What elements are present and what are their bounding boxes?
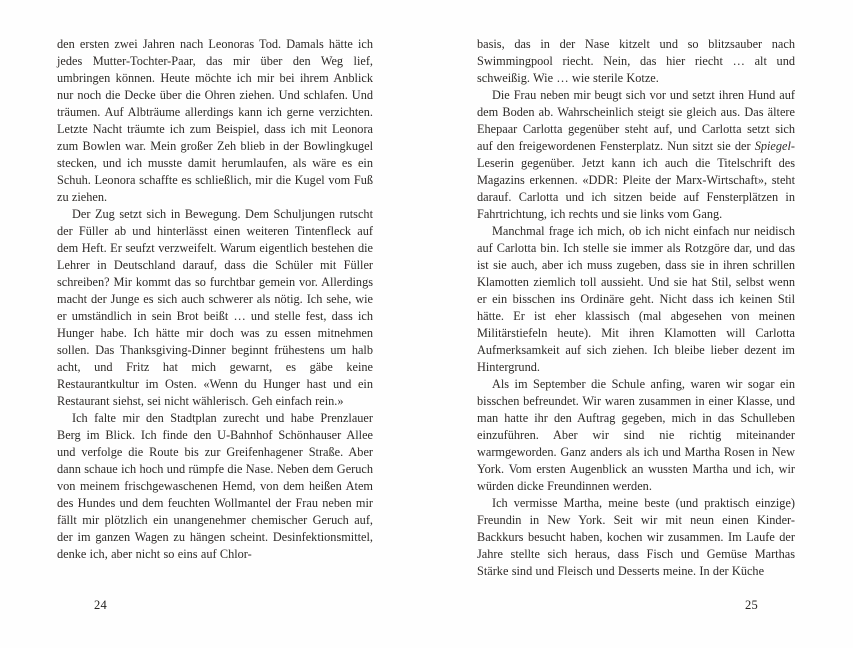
magazine-name-italic: Spiegel — [754, 139, 791, 153]
paragraph-segment: -Leserin gegenüber. Jetzt kann ich auch die Titelschrift des Magazins erkennen. «DDR: Pleite der Marx-Wirtschaft», steht darauf. Carlotta und ich sitzen beide auf Fensterplätzen in Fahrtrichtung, ich rechts und sie links vom Gang. — [477, 139, 795, 221]
page-number-left: 24 — [94, 598, 107, 612]
page-number-right: 25 — [745, 598, 758, 612]
left-page-text — [57, 36, 373, 563]
paragraph: Manchmal frage ich mich, ob ich nicht einfach nur neidisch auf Carlotta bin. Ich stelle sie immer als Rotzgöre dar, und das ist sie auch, aber ich muss zugeben, dass sie in ihren schrillen Klamotten ziemlich toll aussieht. Und sie hat Stil, selbst wenn er ein bisschen ins Ordinäre geht. Nicht dass ich keinen Stil hätte. Er ist eher klassisch (mal abgesehen von meinen Militärstiefeln heute). Mit ihren Klamotten will Carlotta Aufmerksamkeit auf sich ziehen. Ich bleibe lieber dezent im Hintergrund. — [477, 224, 795, 374]
paragraph: Ich falte mir den Stadtplan zurecht und habe Prenzlauer Berg im Blick. Ich finde den U-Bahnhof Schönhauser Allee und verfolge die Route bis zur Greifenhagener Straße. Aber dann schaue ich hoch und rümpfe die Nase. Neben dem Geruch von meinem frischgewaschenen Hemd, von dem heißen Atem des Hundes und dem feuchten Wollmantel der Frau neben mir fällt mir plötzlich ein unangenehmer chemischer Geruch auf, der im ganzen Wagen zu hängen scheint. Desinfektionsmittel, denke ich, aber nicht so eins auf Chlor- — [57, 411, 373, 561]
paragraph: Als im September die Schule anfing, waren wir sogar ein bisschen befreundet. Wir waren zusammen in einer Klasse, und man hatte ihr den Auftrag gegeben, mich in das Schulleben einzuführen. Aber wir sind nie richtig miteinander warmgeworden. Ganz anders als ich und Martha Rosen in New York. Vom ersten Augenblick an wussten Martha und ich, wir würden dicke Freundinnen werden. — [477, 377, 795, 493]
paragraph-continuation: den ersten zwei Jahren nach Leonoras Tod. Damals hätte ich jedes Mutter-Tochter-Paar, das mir über den Weg lief, umbringen können. Heute möchte ich mir bei ihrem Anblick nur noch die Decke über die Ohren ziehen. Und schlafen. Und träumen. Auf Albträume allerdings kann ich gerne verzichten. Letzte Nacht träumte ich zum Beispiel, dass ich mit Leonora zum Bowlen war. Mein großer Zeh blieb in der Bowlingkugel stecken, und ich musste damit herumlaufen, als wäre es ein Schuh. Leonora schaffte es schließlich, mir die Kugel vom Fuß zu ziehen. — [57, 37, 373, 204]
paragraph-segment: Die Frau neben mir beugt sich vor und setzt ihren Hund auf dem Boden ab. Wahrscheinlich steigt sie gleich aus. Das ältere Ehepaar Carlotta gegenüber steht auf, und Carlotta setzt sich auf den freigewordenen Fensterplatz. Nun sitzt sie der — [477, 88, 795, 153]
paragraph: Ich vermisse Martha, meine beste (und praktisch einzige) Freundin in New York. Seit wir mit neun einen Kinder-Backkurs besucht haben, kochen wir zusammen. Im Laufe der Jahre stellte sich heraus, dass Fisch und Gemüse Marthas Stärke sind und Fleisch und Desserts meine. In der Küche — [477, 496, 795, 578]
paragraph-continuation: basis, das in der Nase kitzelt und so blitzsauber nach Swimmingpool riecht. Nein, das hier riecht … alt und schweißig. Wie … wie sterile Kotze. — [477, 37, 795, 85]
paragraph — [477, 87, 795, 223]
right-page-text — [477, 36, 795, 580]
paragraph: Der Zug setzt sich in Bewegung. Dem Schuljungen rutscht der Füller ab und hinterlässt einen weiteren Tintenfleck auf dem Heft. Er seufzt verzweifelt. Warum eigentlich bestehen die Lehrer in Deutschland darauf, dass die Schüler mit Füller schreiben? Mir kommt das so furchtbar gemein vor. Allerdings macht der Junge es sich auch schwerer als nötig. Ich sehe, wie er umständlich in sein Brot beißt … und stelle fest, dass ich Hunger habe. Ich hätte mir doch was zu essen mitnehmen sollen. Das Thanksgiving-Dinner beginnt frühestens um halb acht, und Fritz hat mich gewarnt, es gäbe keine Restaurantkultur im Osten. «Wenn du Hunger hast und ein Restaurant siehst, sei nicht wählerisch. Geh einfach rein.» — [57, 207, 373, 408]
